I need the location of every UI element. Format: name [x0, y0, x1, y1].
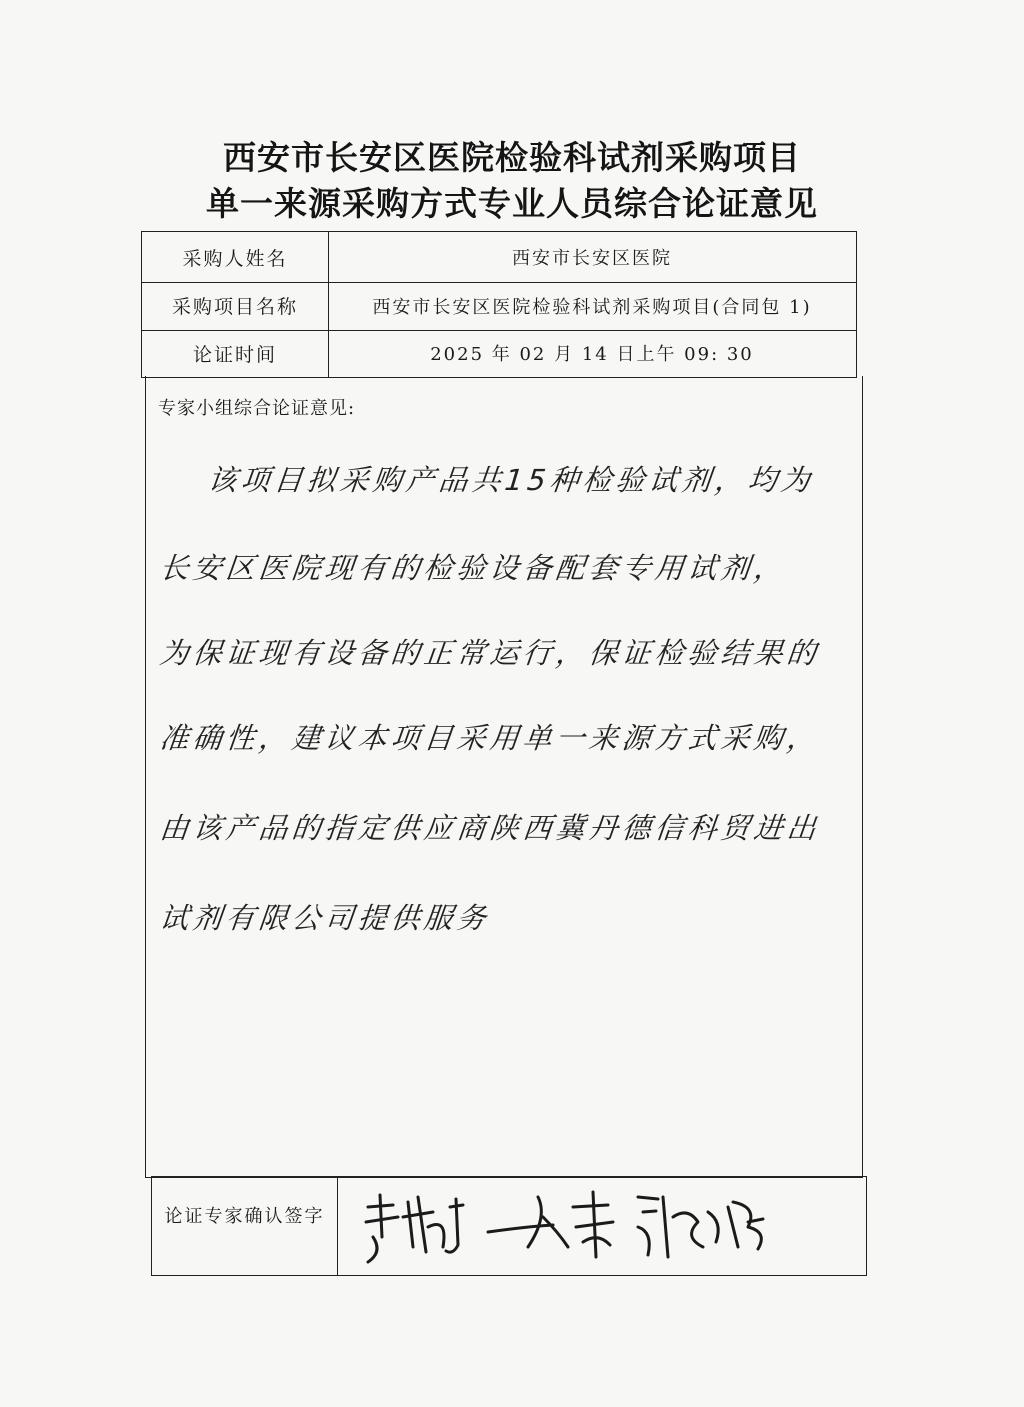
form-table: [141, 231, 857, 1231]
time-row: [141, 329, 857, 378]
handwritten-line: 该项目拟采购产品共15种检验试剂，均为: [206, 463, 816, 497]
project-row: [141, 281, 857, 331]
handwritten-line: 试剂有限公司提供服务: [158, 901, 492, 935]
opinion-label: 专家小组综合论证意见:: [158, 398, 356, 419]
signature-label: 论证专家确认签字: [152, 1177, 338, 1275]
handwritten-line: 长安区医院现有的检验设备配套专用试剂，: [158, 551, 789, 585]
purchaser-label: 采购人姓名: [142, 232, 329, 282]
time-label: 论证时间: [142, 329, 329, 377]
purchaser-row: [141, 231, 857, 283]
handwritten-line: 由该产品的指定供应商陕西冀丹德信科贸进出: [158, 811, 822, 845]
project-value: 西安市长安区医院检验科试剂采购项目(合同包 1): [372, 296, 812, 318]
document-title-line2: 单一来源采购方式专业人员综合论证意见: [206, 184, 818, 223]
handwritten-signatures: [338, 1177, 858, 1275]
time-value: 2025 年 02 月 14 日上午 09: 30: [430, 344, 754, 365]
handwritten-line: 准确性，建议本项目采用单一来源方式采购，: [158, 721, 822, 755]
purchaser-value: 西安市长安区医院: [512, 248, 672, 269]
handwritten-line: 为保证现有设备的正常运行，保证检验结果的: [158, 636, 822, 670]
project-label: 采购项目名称: [142, 281, 329, 330]
signature-row: [151, 1176, 867, 1276]
opinion-box: [145, 376, 863, 1178]
signatures-area: [338, 1177, 866, 1275]
document-title-line1: 西安市长安区医院检验科试剂采购项目: [223, 138, 801, 177]
